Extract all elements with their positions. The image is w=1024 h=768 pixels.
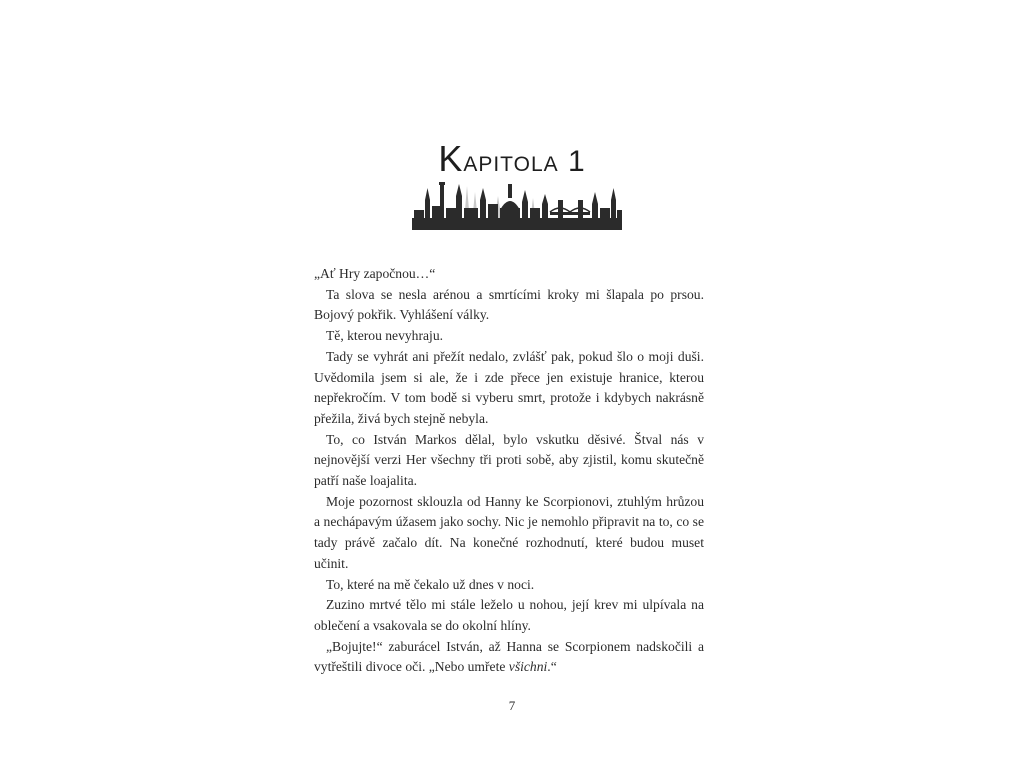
page-number: 7 xyxy=(508,698,516,713)
paragraph-last xyxy=(314,637,704,678)
paragraph: Moje pozornost sklouzla od Hanny ke Scorpionovi, ztuhlým hrůzou a nechápavým úžasem jako sochy. Nic je nemohlo připravit na to, co se tady právě začalo dít. Na konečné rozhodnutí, které budou muset učinit. xyxy=(314,493,704,571)
paragraph: Tě, kterou nevyhraju. xyxy=(326,328,444,344)
city-skyline-icon xyxy=(412,178,622,230)
last-paragraph-text: „Bojujte!“ zaburácel István, až Hanna se Scorpionem nadskočili a vytřeštili divoce oči. „Nebo umřete xyxy=(314,638,704,675)
chapter-title xyxy=(0,138,1024,180)
last-paragraph-end: .“ xyxy=(547,659,557,675)
paragraph: To, které na mě čekalo už dnes v noci. xyxy=(326,576,535,592)
paragraph: „Ať Hry započnou…“ xyxy=(314,266,436,281)
chapter-title-rest: apitola 1 xyxy=(463,145,586,178)
paragraph: Ta slova se nesla arénou a smrtícími kroky mi šlapala po prsou. Bojový pokřik. Vyhlášení války. xyxy=(314,286,704,323)
chapter-text xyxy=(314,264,704,678)
paragraph: To, co István Markos dělal, bylo vskutku děsivé. Štval nás v nejnovější verzi Her všechny tři proti sobě, aby zjistil, komu skutečně patří naše loajalita. xyxy=(314,431,704,489)
paragraph: Zuzino mrtvé tělo mi stále leželo u nohou, její krev mi ulpívala na oblečení a vsakovala se do okolní hlíny. xyxy=(314,597,704,633)
paragraph: Tady se vyhrát ani přežít nedalo, zvlášť pak, pokud šlo o moji duši. Uvědomila jsem si ale, že i zde přece jen existuje hranice, kterou nepřekročím. V tom bodě si vyberu smrt, protože i kdybych nakrásně přežila, živá bych stejně nebyla. xyxy=(314,348,704,426)
chapter-title-initial: K xyxy=(438,138,464,179)
emphasized-word: všichni xyxy=(508,659,548,675)
